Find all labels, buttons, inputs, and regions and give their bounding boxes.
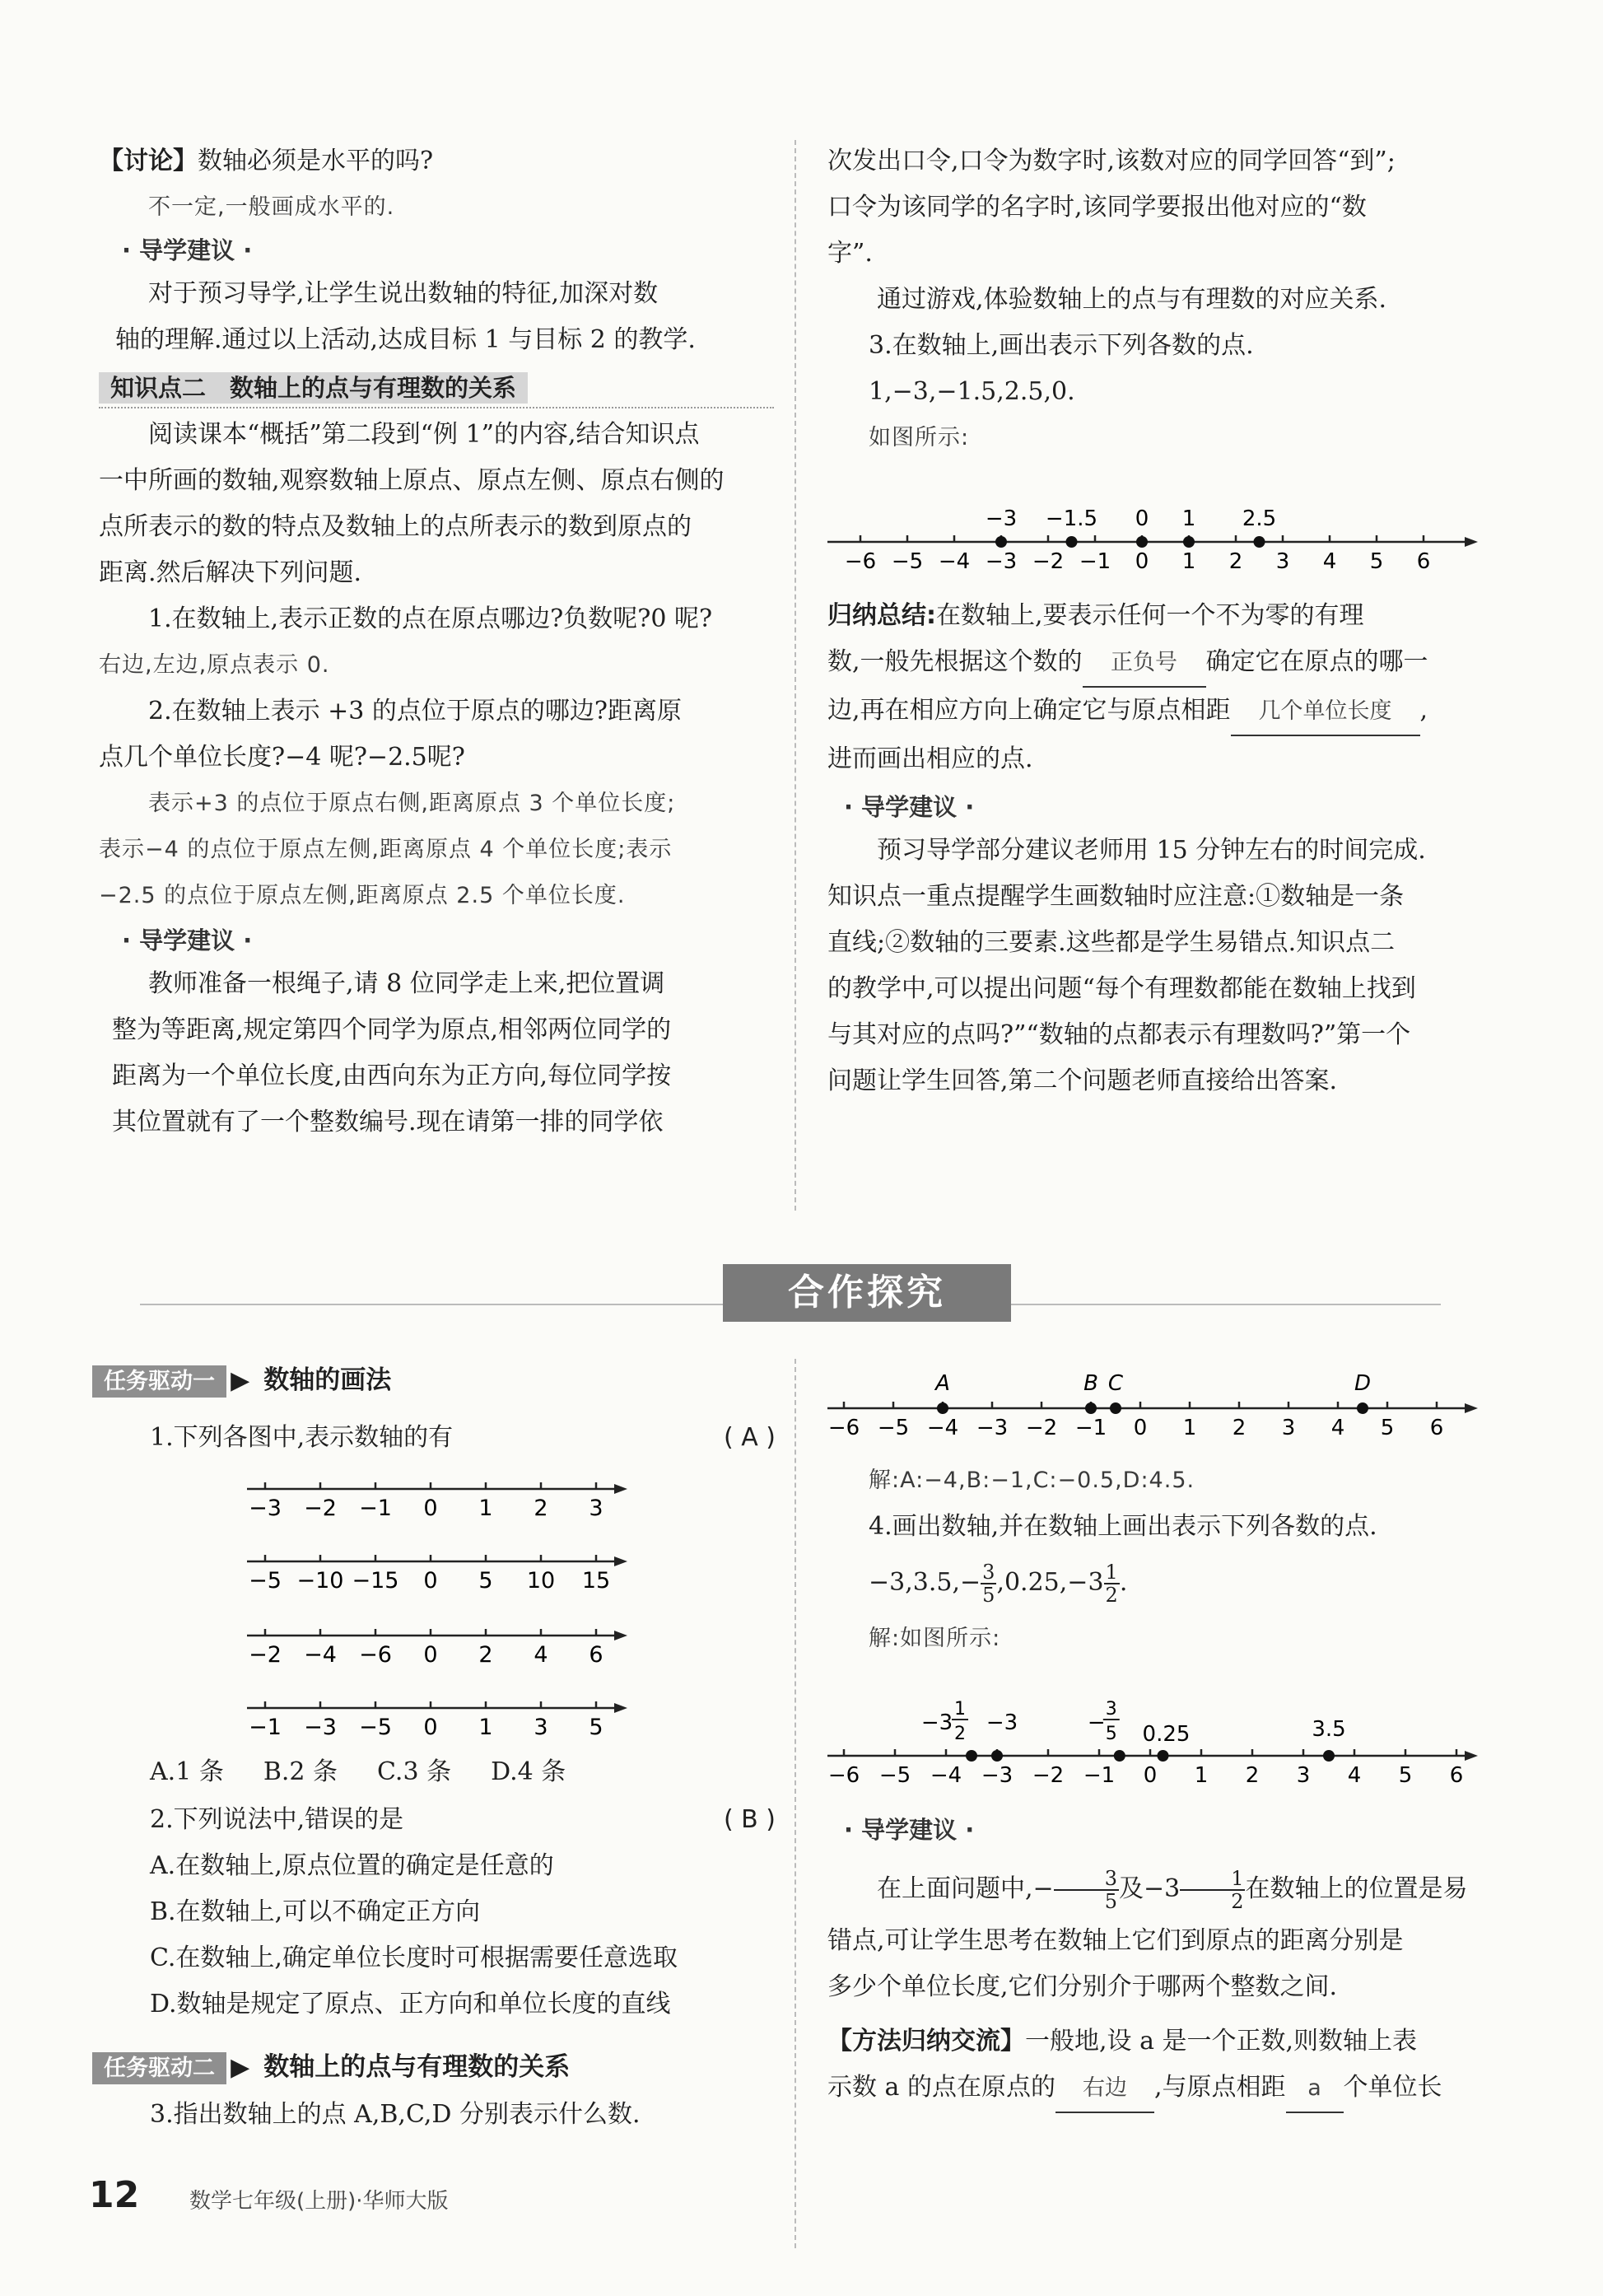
tick-label: 15: [581, 1568, 611, 1594]
fraction-denominator: 5: [982, 1584, 995, 1607]
point-label: 0.25: [1142, 1722, 1191, 1747]
tick-label: −4: [938, 549, 971, 574]
axis-arrow: [614, 1484, 627, 1494]
summary-text: ,: [1419, 696, 1428, 725]
method-text: ,与原点相距: [1153, 2073, 1286, 2102]
summary-text: 边,再在相应方向上确定它与原点相距: [827, 696, 1231, 725]
tick-label: 4: [1347, 1763, 1362, 1788]
method-blank: a: [1286, 2065, 1344, 2113]
point-marker: [937, 1402, 948, 1414]
method-text: 个单位长: [1343, 2073, 1442, 2102]
tick-label: 4: [1330, 1416, 1345, 1440]
fraction-denominator: 5: [1104, 1890, 1117, 1913]
point-label: 0: [1135, 506, 1149, 531]
column-divider-bottom: [795, 1359, 796, 2248]
summary-label: 归纳总结:: [827, 601, 936, 630]
tick-label: 0: [1135, 549, 1149, 574]
question-4-answer: 解:如图所示:: [869, 1626, 1001, 1651]
tick-label: 5: [1380, 1416, 1395, 1440]
point-letter: A: [935, 1371, 950, 1396]
fraction: [1054, 1868, 1119, 1912]
tick-label: 5: [1398, 1763, 1413, 1788]
task-1-q2: 2.下列说法中,错误的是: [150, 1805, 404, 1834]
tick-label: −10: [296, 1568, 344, 1594]
q4-text: .: [1119, 1568, 1128, 1597]
point-letter: D: [1354, 1371, 1372, 1396]
point-marker: [1110, 1402, 1121, 1414]
tick-label: −2: [1032, 1763, 1065, 1788]
right-top-column: [827, 138, 1503, 461]
point-marker: [991, 1750, 1003, 1762]
fraction: [981, 1561, 996, 1606]
axis-arrow: [614, 1631, 627, 1640]
method-label: 【方法归纳交流】: [827, 2027, 1025, 2056]
knowledge-point-title: 知识点二 数轴上的点与有理数的关系: [99, 372, 528, 404]
point-label: −1.5: [1045, 506, 1098, 531]
point-marker: [1323, 1750, 1335, 1762]
discussion-label: 【讨论】: [99, 147, 198, 175]
tick-label: −3: [985, 549, 1018, 574]
method-text: 示数 a 的点在原点的: [827, 2073, 1055, 2102]
tick-label: −5: [878, 1763, 911, 1788]
q2-option: D.数轴是规定了原点、正方向和单位长度的直线: [150, 1990, 671, 2018]
tick-label: 3: [589, 1496, 603, 1521]
point-label: −: [1087, 1710, 1106, 1735]
summary-text: 数,一般先根据这个数的: [827, 647, 1083, 676]
q4-text: ,0.25,−3: [996, 1568, 1104, 1597]
section-banner-title: 合作探究: [788, 1272, 946, 1314]
tick-label: 6: [1449, 1763, 1464, 1788]
tick-label: −1: [359, 1496, 392, 1521]
fraction-numerator: 1: [1105, 1561, 1118, 1584]
suggestion-label: · 导学建议 ·: [844, 793, 975, 821]
tick-label: −2: [1032, 549, 1065, 574]
sugg-text: 在上面问题中,−: [877, 1874, 1054, 1903]
point-label: 5: [1105, 1724, 1117, 1744]
option-b: B.2 条: [263, 1757, 338, 1786]
right-bottom-column-2: [827, 1812, 1503, 2113]
tick-label: −3: [976, 1416, 1009, 1440]
point-marker: [1183, 536, 1195, 548]
tick-label: 0: [1143, 1763, 1158, 1788]
knowledge-point-heading: [99, 370, 774, 408]
tick-label: 0: [423, 1568, 438, 1594]
tick-label: −3: [981, 1763, 1014, 1788]
tick-label: 5: [1369, 549, 1384, 574]
fraction-numerator: 3: [982, 1561, 995, 1584]
paragraph-line: 字”.: [827, 239, 873, 268]
question-2: 2.在数轴上表示 +3 的点位于原点的哪边?距离原: [148, 697, 683, 726]
tick-label: 3: [1275, 549, 1290, 574]
suggestion-label: · 导学建议 ·: [122, 236, 253, 264]
point-marker: [1158, 1750, 1169, 1762]
tick-label: −5: [359, 1715, 392, 1740]
tick-label: −2: [304, 1496, 337, 1521]
tick-label: −5: [249, 1568, 282, 1594]
task-2-q3: 3.指出数轴上的点 A,B,C,D 分别表示什么数.: [150, 2100, 641, 2129]
q2-option: B.在数轴上,可以不确定正方向: [150, 1897, 481, 1926]
summary-blank: 几个单位长度: [1231, 688, 1420, 736]
question-1-options: [150, 1749, 776, 1795]
option-a: A.1 条: [150, 1757, 224, 1786]
tick-label: 1: [478, 1496, 493, 1521]
tick-label: −6: [827, 1416, 860, 1440]
point-label: −3: [920, 1710, 953, 1735]
tick-label: 2: [1245, 1763, 1260, 1788]
tick-label: −3: [304, 1715, 337, 1740]
summary-blank: 正负号: [1083, 640, 1206, 688]
tick-label: 3: [1281, 1416, 1296, 1440]
question-1-row: [150, 1415, 776, 1461]
tick-label: −6: [827, 1763, 860, 1788]
suggestion-label: · 导学建议 ·: [844, 1816, 975, 1844]
axis-arrow: [614, 1556, 627, 1566]
answer-2: 表示−4 的点位于原点左侧,距离原点 4 个单位长度;表示: [99, 837, 673, 862]
suggestion-text: 对于预习导学,让学生说出数轴的特征,加深对数: [148, 279, 659, 308]
suggestion-text: 知识点一重点提醒学生画数轴时应注意:①数轴是一条: [827, 882, 1405, 911]
tick-label: 1: [478, 1715, 493, 1740]
point-label: 3.5: [1312, 1717, 1346, 1742]
left-top-column: [99, 138, 774, 1146]
tick-label: −4: [304, 1642, 337, 1668]
task-2-tag: 任务驱动二: [92, 2052, 226, 2084]
fraction-numerator: 1: [1180, 1868, 1245, 1891]
point-marker: [1254, 536, 1265, 548]
question-2: 点几个单位长度?−4 呢?−2.5呢?: [99, 743, 465, 772]
tick-label: 2: [478, 1642, 493, 1668]
summary-text: 进而画出相应的点.: [827, 744, 1033, 773]
fraction-denominator: 2: [1231, 1890, 1244, 1913]
question-3-numbers: 1,−3,−1.5,2.5,0.: [869, 377, 1075, 406]
suggestion-label: · 导学建议 ·: [122, 926, 253, 954]
tick-label: 2: [1232, 1416, 1247, 1440]
point-letter: B: [1083, 1371, 1098, 1396]
tick-label: −1: [249, 1715, 282, 1740]
task-1-q1-answer: ( A ): [723, 1423, 776, 1452]
q4-text: −3,3.5,−: [869, 1568, 981, 1597]
answer-1: 右边,左边,原点表示 0.: [99, 652, 330, 678]
summary-text: 确定它在原点的哪一: [1205, 647, 1428, 676]
tick-label: −4: [926, 1416, 959, 1440]
tick-label: 5: [478, 1568, 493, 1594]
suggestion-text: 距离为一个单位长度,由西向东为正方向,每位同学按: [112, 1062, 672, 1090]
paragraph-line: 口令为该同学的名字时,该同学要报出他对应的“数: [827, 193, 1367, 222]
point-label: −3: [986, 1710, 1018, 1735]
method-blank: 右边: [1055, 2065, 1154, 2113]
tick-label: 0: [423, 1496, 438, 1521]
method-text: 一般地,设 a 是一个正数,则数轴上表: [1025, 2027, 1418, 2056]
tick-label: −5: [891, 549, 924, 574]
task-1-header: 任务驱动一 ▶ 数轴的画法: [92, 1359, 391, 1396]
axis-options: [231, 1466, 642, 1746]
point-marker: [966, 1750, 977, 1762]
suggestion-text: 预习导学部分建议老师用 15 分钟左右的时间完成.: [877, 836, 1426, 865]
tick-label: 2: [534, 1496, 548, 1521]
point-label: −3: [985, 506, 1018, 531]
tick-label: −6: [844, 549, 877, 574]
tick-label: 4: [534, 1642, 548, 1668]
question-3-solution: 解:A:−4,B:−1,C:−0.5,D:4.5.: [869, 1468, 1195, 1493]
answer-2: 表示+3 的点位于原点右侧,距离原点 3 个单位长度;: [148, 791, 676, 816]
axis-arrow: [614, 1703, 627, 1713]
suggestion-text: 的教学中,可以提出问题“每个有理数都能在数轴上找到: [827, 974, 1416, 1003]
discussion-question: 数轴必须是水平的吗?: [198, 147, 434, 175]
task-1-tag: 任务驱动一: [92, 1365, 226, 1398]
tick-label: 0: [423, 1642, 438, 1668]
point-marker: [1136, 536, 1148, 548]
suggestion-text: 问题让学生回答,第二个问题老师直接给出答案.: [827, 1066, 1338, 1095]
question-3-answer: 如图所示:: [869, 425, 970, 450]
tick-label: 3: [1296, 1763, 1311, 1788]
suggestion-text: [827, 1860, 1503, 1918]
tick-label: −15: [352, 1568, 399, 1594]
question-3: 3.在数轴上,画出表示下列各数的点.: [869, 331, 1254, 360]
tick-label: −1: [1083, 1763, 1116, 1788]
section-banner: [723, 1264, 1011, 1322]
point-label: 2.5: [1242, 506, 1277, 531]
task-1-title: 数轴的画法: [263, 1365, 392, 1395]
sugg-text: 在数轴上的位置是易: [1245, 1874, 1468, 1903]
tick-label: 10: [526, 1568, 556, 1594]
suggestion-text: 与其对应的点吗?”“数轴的点都表示有理数吗?”第一个: [827, 1020, 1411, 1049]
point-label: 3: [1105, 1699, 1117, 1720]
point-label: 1: [954, 1699, 966, 1720]
suggestion-text: 整为等距离,规定第四个同学为原点,相邻两位同学的: [112, 1015, 672, 1044]
sugg-text: 及−3: [1118, 1874, 1181, 1903]
task-1-q2-answer: ( B ): [723, 1805, 776, 1834]
task-1-q1: 1.下列各图中,表示数轴的有: [150, 1423, 454, 1452]
tick-label: 1: [1194, 1763, 1209, 1788]
paragraph-line: 一中所画的数轴,观察数轴上原点、原点左侧、原点右侧的: [99, 466, 725, 495]
tick-label: −5: [877, 1416, 910, 1440]
question-1: 1.在数轴上,表示正数的点在原点哪边?负数呢?0 呢?: [148, 604, 713, 633]
suggestion-text: 直线;②数轴的三要素.这些都是学生易错点.知识点二: [827, 928, 1396, 957]
tick-label: −1: [1079, 549, 1111, 574]
point-letter: C: [1107, 1371, 1124, 1396]
point-marker: [1085, 1402, 1097, 1414]
suggestion-text: 轴的理解.通过以上活动,达成目标 1 与目标 2 的教学.: [115, 325, 696, 354]
fraction-denominator: 2: [1105, 1584, 1118, 1607]
tick-label: 0: [1133, 1416, 1148, 1440]
tick-label: −4: [930, 1763, 962, 1788]
suggestion-text: 错点,可让学生思考在数轴上它们到原点的距离分别是: [827, 1926, 1404, 1955]
tick-label: −1: [1074, 1416, 1107, 1440]
task-2-title: 数轴上的点与有理数的关系: [263, 2052, 571, 2082]
tick-label: −2: [1025, 1416, 1058, 1440]
task-2-header: 任务驱动二 ▶ 数轴上的点与有理数的关系: [92, 2046, 570, 2083]
summary-text: 在数轴上,要表示任何一个不为零的有理: [936, 601, 1364, 630]
suggestion-text: 多少个单位长度,它们分别介于哪两个整数之间.: [827, 1972, 1338, 2001]
paragraph-line: 次发出口令,口令为数字时,该数对应的同学回答“到”;: [827, 147, 1396, 175]
column-divider-top: [795, 140, 796, 1211]
question-2-block: [150, 1797, 776, 2028]
q2-option: A.在数轴上,原点位置的确定是任意的: [150, 1851, 554, 1880]
paragraph-line: 通过游戏,体验数轴上的点与有理数的对应关系.: [877, 285, 1387, 314]
q2-option: C.在数轴上,确定单位长度时可根据需要任意选取: [150, 1944, 678, 1972]
right-bottom-column: [827, 1458, 1503, 1662]
page-number: 12: [89, 2174, 140, 2216]
question-4: 4.画出数轴,并在数轴上画出表示下列各数的点.: [869, 1512, 1377, 1541]
tick-label: 5: [589, 1715, 603, 1740]
tick-label: −6: [359, 1642, 392, 1668]
fraction: [1180, 1868, 1245, 1912]
tick-label: 1: [1182, 1416, 1197, 1440]
point-marker: [1114, 1750, 1125, 1762]
number-line-3: [819, 1680, 1494, 1795]
option-c: C.3 条: [377, 1757, 452, 1786]
book-title: 数学七年级(上册)·华师大版: [189, 2189, 449, 2214]
fraction: [1104, 1561, 1120, 1606]
tick-label: 6: [589, 1642, 603, 1668]
tick-label: −3: [249, 1496, 282, 1521]
paragraph-line: 点所表示的数的特点及数轴上的点所表示的数到原点的: [99, 512, 692, 541]
point-marker: [1066, 536, 1078, 548]
suggestion-text: 其位置就有了一个整数编号.现在请第一排的同学依: [112, 1108, 664, 1136]
suggestion-text: 教师准备一根绳子,请 8 位同学走上来,把位置调: [148, 969, 665, 998]
fraction-numerator: 3: [1054, 1868, 1119, 1891]
tick-label: 4: [1322, 549, 1337, 574]
tick-label: 6: [1429, 1416, 1444, 1440]
question-4-numbers: [827, 1550, 1503, 1616]
point-label: 1: [1181, 506, 1196, 531]
option-d: D.4 条: [491, 1757, 566, 1786]
right-top-column-2: [827, 593, 1503, 1104]
tick-label: 0: [423, 1715, 438, 1740]
point-label: 2: [954, 1724, 966, 1744]
tick-label: −2: [249, 1642, 282, 1668]
tick-label: 1: [1181, 549, 1196, 574]
tick-label: 2: [1228, 549, 1243, 574]
paragraph-line: 距离.然后解决下列问题.: [99, 558, 362, 587]
discussion-answer: 不一定,一般画成水平的.: [148, 194, 395, 220]
paragraph-line: 阅读课本“概括”第二段到“例 1”的内容,结合知识点: [148, 420, 700, 449]
tick-label: 6: [1416, 549, 1431, 574]
point-marker: [1357, 1402, 1368, 1414]
number-line-1: [819, 486, 1494, 585]
tick-label: 3: [534, 1715, 548, 1740]
number-line-2: [819, 1355, 1494, 1454]
point-marker: [995, 536, 1007, 548]
answer-2: −2.5 的点位于原点左侧,距离原点 2.5 个单位长度.: [99, 883, 626, 908]
